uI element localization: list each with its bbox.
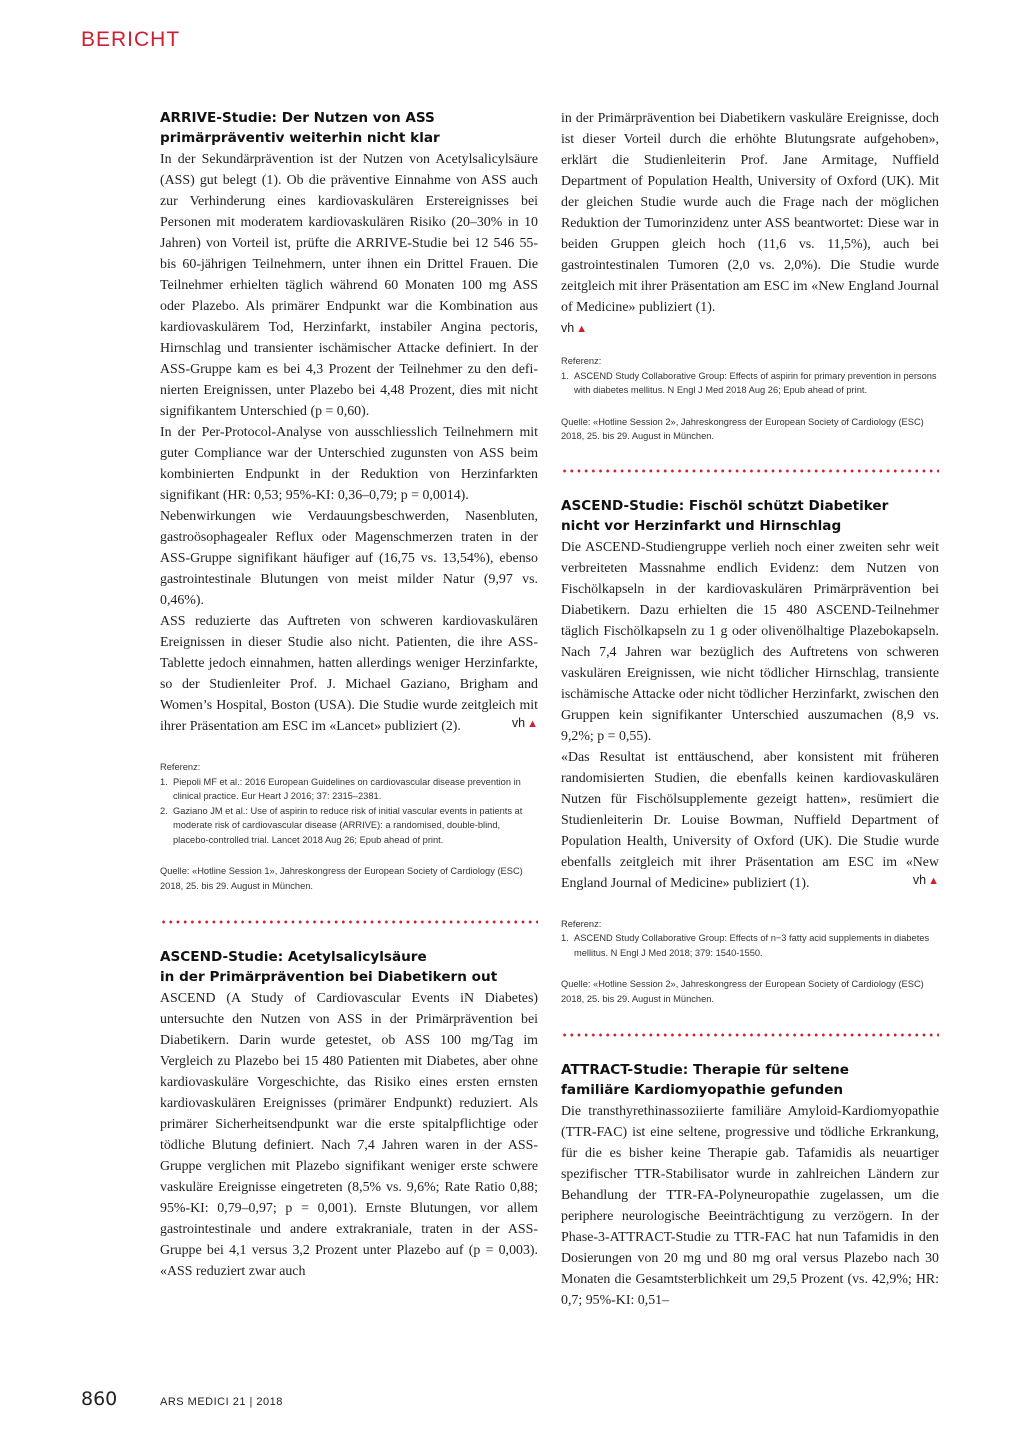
ascend-fish-ref-heading: Referenz: [561,918,602,929]
ascend-ass-references [561,354,939,398]
dotted-divider [160,920,538,924]
triangle-icon: ▲ [527,718,538,730]
attract-title-line2: familiäre Kardiomyopathie gefunden [561,1082,844,1098]
arrive-references [160,760,538,847]
arrive-title [160,108,538,148]
right-column [561,108,939,1311]
ascend-ass-paragraph-left: ASCEND (A Study of Cardiovascular Events iN Diabetes) untersuchte den Nutzen von ASS in der Primärprävention bei Diabetikern. Darin wurde getestet, ob ASS 100 mg/Tag im Vergleich zu Plazebo bei 15 480 Patienten mit Diabetes, aber ohne kardiovaskuläre Vorgeschichte, das Risiko eines ersten ernsten kardiovaskulären Ereignisses (primärer Endpunkt) reduziert. Als primärer Sicherheitsendpunkt war die erste spitalpflichtige oder tödliche Blutung definiert. Nach 7,4 Jahren waren in der ASS-Gruppe verglichen mit Plazebo signifikant weniger erste schwere vaskuläre Ereignisse eingetreten (8,5% vs. 9,6%; Rate Ratio 0,88; 95%-KI: 0,79–0,97; p = 0,001). Ernste Blutungen, vor allem gastrointestinale und andere extrakraniale, traten in der ASS-Gruppe bei 4,1 versus 3,2 Prozent unter Plazebo auf (p = 0,003). «ASS reduziert zwar auch [160,991,538,1279]
reference-item [561,931,939,960]
ascend-ass-signature-text: vh [561,321,575,335]
ascend-ass-signature [561,318,587,340]
triangle-icon: ▲ [928,874,939,887]
attract-paragraph: Die transthyrethinassoziierte familiäre Amyloid-Kardiomyopathie (TTR-FAC) ist eine seltene, progressive und tödliche Erkrankung, für die es bisher keine Therapie gab. Tafamidis als neuartiger spezifischer TTR-Stabilisator wurde in zahlreichen Ländern zur Behandlung der TTR-FA-Polyneuropathie zugelassen, um die periphere neurologische Beeinträchtigung zu verzögern. In der Phase-3-ATTRACT-Studie zu TTR-FAC hat nun Tafamidis in den Dosierungen von 20 mg und 80 mg oral versus Plazebo nach 30 Monaten die Gesamtsterblichkeit um 29,5 Prozent (vs. 42,9%; HR: 0,7; 95%-KI: 0,51– [561,1104,939,1308]
reference-item [160,804,538,848]
ascend-fish-title [561,496,939,536]
reference-item [561,369,939,398]
ascend-fish-title-line2: nicht vor Herzinfarkt und Hirnschlag [561,517,842,534]
reference-number: 2. [160,805,168,816]
reference-number: 1. [561,370,569,381]
ascend-ass-title [160,947,538,987]
arrive-ref-heading: Referenz: [160,762,201,772]
arrive-source: Quelle: «Hotline Session 1», Jahreskongress der European Society of Cardiology (ESC) 2018, 25. bis 29. August in München. [160,866,523,891]
arrive-paragraph-2: In der Per-Protocol-Analyse von ausschliesslich Teilnehmern mit guter Compliance war der Unterschied zugunsten von ASS beim kombinierten Endpunkt in der Reduktion von Herzinfarkten signifikant (HR: 0,53; 95%-KI: 0,36–0,79; p = 0,0014). [160,425,538,503]
ascend-fish-references [561,917,939,961]
ascend-fish-paragraph-2: «Das Resultat ist enttäuschend, aber konsistent mit früheren randomisierten Studien, die ebenfalls keinen kardiovaskulären Nutzen für Fischölsupplemente gezeigt hatten», resümiert die Studienleiterin Dr. Louise Bowman, Nuffield Department of Population Health, University of Oxford (UK). Die Studie wurde ebenfalls zeitgleich mit ihrer Präsentation am ESC im «New England Journal of Medicine» publiziert (1). [561,749,939,891]
reference-text: Piepoli MF et al.: 2016 European Guidelines on cardiovascular disease prevention in clinical practice. Eur Heart J 2016; 37: 2315–2381. [173,776,521,801]
journal-issue: ARS MEDICI 21 | 2018 [160,1396,283,1408]
ascend-ass-ref-list [561,369,939,398]
ascend-fish-paragraph-1: Die ASCEND-Studiengruppe verlieh noch einer zweiten sehr weit verbreiteten Massnahme endlich Evidenz: dem Nutzen von Fischölkapseln in der kardiovaskulären Primärprävention bei Diabetikern. Dazu erhielten die 15 480 ASCEND-Teilnehmer täglich Fischölkapseln zu 1 g oder olivenölhaltige Plazebokapseln. Nach 7,4 Jahren war bezüglich des Auftretens von schweren vaskulären Ereignissen, wie nicht tödlicher Hirnschlag, transiente ischämische Attacke oder nicht tödlicher Herzinfarkt, zwischen den Gruppen kein signifikanter Unterschied auszumachen (8,9 vs. 9,2%; p = 0,55). [561,539,939,744]
page-number: 860 [81,1388,118,1410]
reference-text: ASCEND Study Collaborative Group: Effects of aspirin for primary prevention in persons with diabetes mellitus. N Engl J Med 2018 Aug 26; Epub ahead of print. [574,370,937,395]
arrive-paragraph-4: ASS reduzierte das Auftreten von schweren kardiovaskulären Ereignissen in dieser Studie also nicht. Patienten, die ihre ASS-Tablette jedoch einnahmen, hatten allerdings weniger Herzinfarkte, so der Studienleiter Prof. J. Michael Gaziano, Brigham and Women’s Hospital, Boston (USA). Die Studie wurde zeitgleich mit ihrer Präsentation am ESC im «Lancet» publiziert (2). [160,614,538,734]
left-column [160,108,538,1282]
ascend-fish-title-line1: ASCEND-Studie: Fischöl schützt Diabetiker [561,497,889,514]
ascend-ass-paragraph-right-text: in der Primärprävention bei Diabetikern vaskuläre Ereignisse, doch ist dieser Vorteil durch die erhöhte Blutungsrate aufgehoben», erklärt die Studienleiterin Prof. Jane Armitage, Nuffield Department of Population Health, University of Oxford (UK). Mit der gleichen Studie wurde auch die Frage nach der möglichen Reduktion der Tumorinzidenz unter ASS beantwortet: Diese war in beiden Gruppen gleich hoch (11,6 vs. 11,5%), auch bei gastrointestinalen Tumoren (2,0 vs. 2,0%). Die Studie wurde zeitgleich mit ihrer Präsentation am ESC im «New England Journal of Medicine» publiziert (1). [561,111,939,315]
reference-item [160,775,538,804]
reference-text: Gaziano JM et al.: Use of aspirin to reduce risk of initial vascular events in patients at moderate risk of cardiovascular disease (ARRIVE): a randomised, double-blind, placebo-controlled trial. Lancet 2018 Aug 26; Epub ahead of print. [173,805,523,845]
ascend-ass-title-line1: ASCEND-Studie: Acetylsalicylsäure [160,949,427,965]
ascend-ass-source: Quelle: «Hotline Session 2», Jahreskongress der European Society of Cardiology (ESC) 2018, 25. bis 29. August in München. [561,416,924,441]
attract-title-line1: ATTRACT-Studie: Therapie für seltene [561,1062,849,1078]
arrive-title-line1: ARRIVE-Studie: Der Nutzen von ASS [160,110,435,126]
ascend-ass-ref-heading: Referenz: [561,356,602,366]
dotted-divider [561,1033,939,1037]
arrive-title-line2: primärpräventiv weiterhin nicht klar [160,130,440,146]
ascend-fish-signature-text: vh [912,872,927,887]
reference-number: 1. [160,776,168,787]
ascend-fish-source: Quelle: «Hotline Session 2», Jahreskongress der European Society of Cardiology (ESC) 2018, 25. bis 29. August in München. [561,979,924,1004]
triangle-icon: ▲ [576,323,588,335]
ascend-ass-paragraph-right [561,108,939,340]
arrive-paragraph-1: In der Sekundärprävention ist der Nutzen von Acetylsalicylsäure (ASS) gut belegt (1). Ob die präventive Einnahme von ASS auch zur Verhinderung eines kardiovaskulären Erstereignisses bei Personen mit moderatem kardiovaskulären Risiko (20–30% in 10 Jahren) von Vorteil ist, prüfte die ARRIVE-Studie bei 12 546 55- bis 60-jährigen Teilnehmern, unter ihnen ein Drittel Frauen. Die Teilnehmer erhielten täglich während 60 Monaten 100 mg ASS oder Plazebo. Als primärer Endpunkt war die Kombination aus kardiovaskulärem Tod, Herzinfarkt, instabiler Angina pectoris, Hirnschlag und transienter ischämischer Attacke definiert. In der ASS-Gruppe kam es bei 4,3 Prozent der Teilnehmer zu den definierten Ereignissen, unter Plazebo bei 4,48 Prozent, dies mit nicht signifikantem Unterschied (p = 0,60). [160,152,538,419]
ascend-ass-title-line2: in der Primärprävention bei Diabetikern out [160,969,498,985]
reference-number: 1. [561,933,569,943]
attract-title [561,1060,939,1100]
reference-text: ASCEND Study Collaborative Group: Effects of n−3 fatty acid supplements in diabetes mellitus. N Engl J Med 2018; 379: 1540-1550. [574,933,930,958]
dotted-divider [561,469,939,473]
arrive-paragraph-3: Nebenwirkungen wie Verdauungsbeschwerden, Nasenbluten, gastroösophagealer Reflux oder Magenschmerzen traten in der ASS-Gruppe signifikant häufiger auf (16,75 vs. 13,54%), ebenso gastrointestinale Blutungen von meist milder Natur (9,97 vs. 0,46%). [160,509,538,608]
ascend-fish-ref-list [561,931,939,960]
arrive-ref-list [160,775,538,848]
section-label: BERICHT [81,28,181,51]
arrive-signature-text: vh [511,716,526,730]
